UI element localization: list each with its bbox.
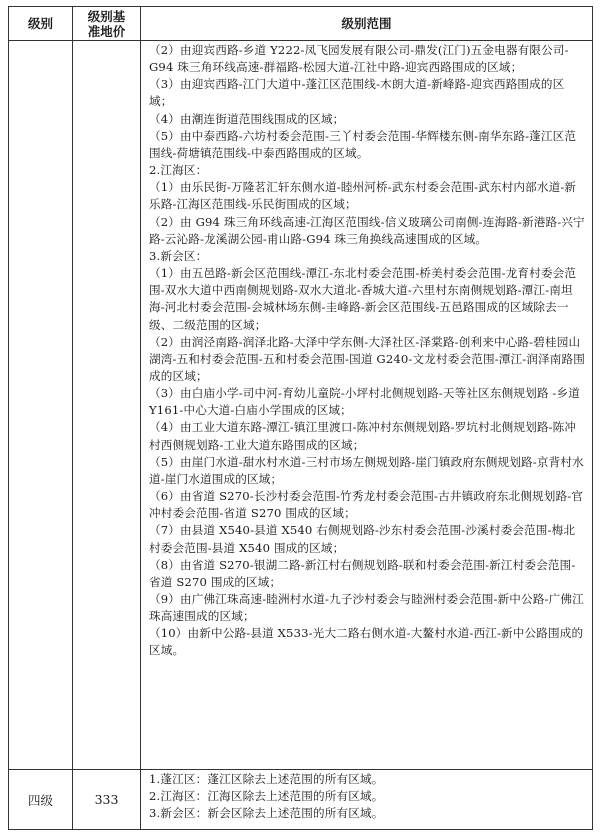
range-item: （2）由润泾南路-润泽北路-大泽中学东侧-大泽社区-泽棠路-创利来中心路-碧桂园山湖湾-五和村委会范围-五和村委会范围-国道 G240-文龙村委会范围-潭江-润泽南路围成的区域； xyxy=(149,334,586,383)
level-cell-empty xyxy=(9,41,73,770)
range-item: （9）由广佛江珠高速-睦洲村水道-九子沙村委会与睦洲村委会范围-新中公路-广佛江珠高速围成的区域； xyxy=(149,592,584,624)
range-item: （2）由 G94 珠三角环线高速-江海区范围线-信义玻璃公司南侧-连海路-新港路-兴宁路-云沁路-龙溪湖公园-甫山路-G94 珠三角换线高速围成的区域。 xyxy=(149,214,585,246)
level-cell: 四级 xyxy=(9,770,73,830)
range-item: （6）由省道 S270-长沙村委会范围-竹秀龙村委会范围-古井镇政府东北侧规划路-官冲村委会范围-省道 S270 围成的区域； xyxy=(149,489,584,521)
land-price-level-table xyxy=(8,6,593,830)
range-item: （3）由白庙小学-司中河-育幼儿童院-小坪村北侧规划路-天等社区东侧规划路 -乡道 Y161-中心大道-白庙小学围成的区域； xyxy=(149,386,580,418)
range-item: （7）由县道 X540-县道 X540 右侧规划路-沙东村委会范围-沙溪村委会范围-梅北村委会范围-县道 X540 围成的区域； xyxy=(149,523,576,555)
range-item: （1）由五邑路-新会区范围线-潭江-东北村委会范围-桥美村委会范围-龙育村委会范围-双水大道中西南侧规划路-双水大道北-香城大道-六里村东南侧规划路-潭江-南坦海-河北村委会范围-会城林场东侧-圭峰路-新会区范围线-五邑路围成的区域除去一级、二级范围的区域； xyxy=(149,266,577,332)
range-item: （2）由迎宾西路-乡道 Y222-凤飞园发展有限公司-鼎发(江门)五金电器有限公司-G94 珠三角环线高速-群福路-松园大道-江社中路-迎宾西路围成的区域； xyxy=(149,43,569,75)
range-item: 1.蓬江区：蓬江区除去上述范围的所有区域。 xyxy=(149,772,384,786)
range-item: （4）由潮连街道范围线围成的区域； xyxy=(149,111,345,126)
range-item: （10）由新中公路-县道 X533-光大二路右侧水道-大鳌村水道-西江-新中公路围成的区域。 xyxy=(149,626,584,658)
range-item: （5）由崖门水道-甜水村水道-三村市场左侧规划路-崖门镇政府东侧规划路-京背村水道-崖门水道围成的区域； xyxy=(149,454,584,486)
price-cell: 333 xyxy=(73,770,141,830)
range-item: （3）由迎宾西路-江门大道中-蓬江区范围线-木朗大道-新峰路-迎宾西路围成的区域； xyxy=(149,77,565,109)
range-cell xyxy=(141,41,593,770)
price-cell-empty xyxy=(73,41,141,770)
range-item: 3.新会区：新会区除去上述范围的所有区域。 xyxy=(149,806,384,821)
table-row xyxy=(9,41,593,770)
range-item: （1）由乐民街-万隆茗汇轩东侧水道-睦州河桥-武东村委会范围-武东村内部水道-新乐路-江海区范围线-乐民街围成的区域； xyxy=(149,180,577,212)
header-base-price: 级别基准地价 xyxy=(73,7,141,41)
range-item: （4）由工业大道东路-潭江-镇江里渡口-陈冲村东侧规划路-罗坑村北侧规划路-陈冲村西侧规划路-工业大道东路围成的区域； xyxy=(149,420,577,452)
range-item: （8）由省道 S270-银湖二路-新江村右侧规划路-联和村委会范围-新江村委会范围-省道 S270 围成的区域； xyxy=(149,557,576,589)
header-range: 级别范围 xyxy=(141,7,593,41)
range-cell xyxy=(141,770,593,830)
table-row xyxy=(9,770,593,830)
range-item: 2.江海区：江海区除去上述范围的所有区域。 xyxy=(149,789,384,804)
header-level: 级别 xyxy=(9,7,73,41)
district-heading: 2.江海区： xyxy=(149,163,208,178)
table-header-row xyxy=(9,7,593,41)
district-heading: 3.新会区： xyxy=(149,248,208,263)
range-item: （5）由中泰西路-六坊村委会范围-三丫村委会范围-华辉楼东侧-南华东路-蓬江区范围线-荷塘镇范围线-中泰西路围成的区域。 xyxy=(149,128,577,160)
